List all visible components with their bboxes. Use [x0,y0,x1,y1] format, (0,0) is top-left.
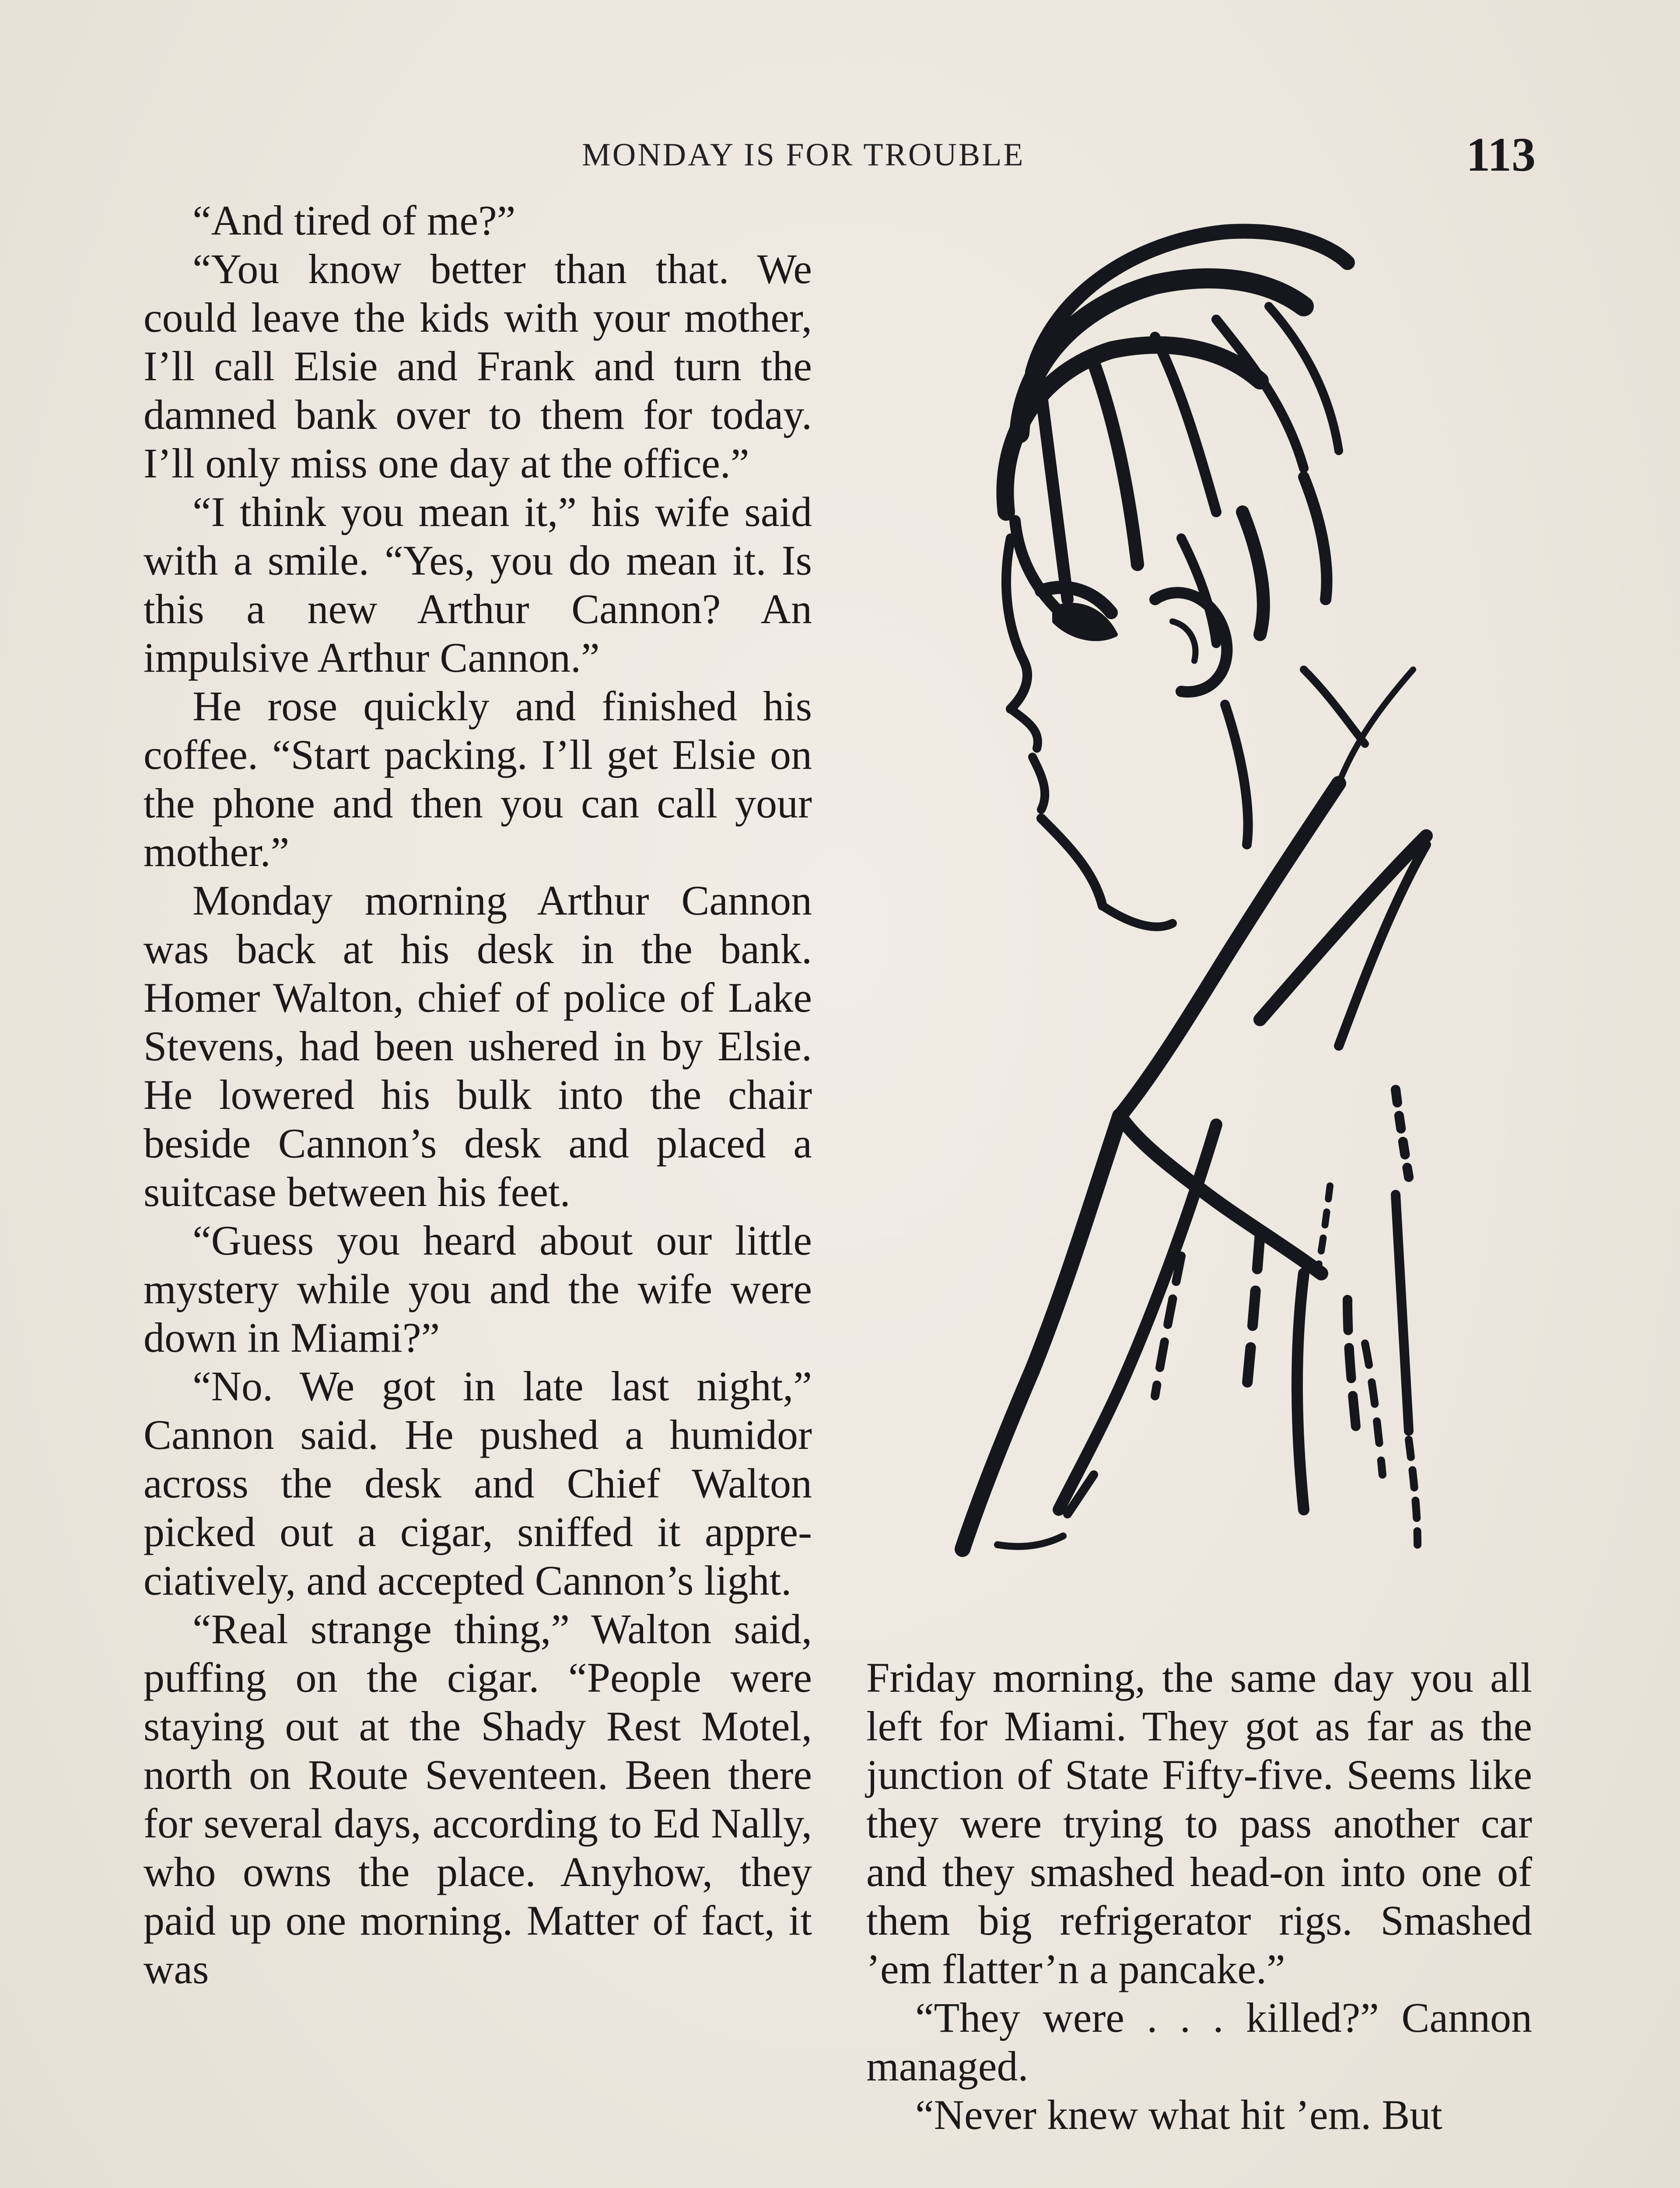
paragraph: “You know better than that. We could leave the kids with your mother, I’ll call Elsie and Frank and turn the damned bank over to them for today. I’ll only miss one day at the office.” [144,245,812,487]
left-text-column [144,196,812,1993]
page-number: 113 [1466,128,1536,181]
paragraph-text: “I think you mean it,” his wife said with a smile. “Yes, you do mean it. Is this a new Arthur Cannon? An impulsive Arthur Cannon.” [144,488,812,681]
paragraph [144,487,812,682]
right-text-column [866,1653,1532,2139]
paragraph: “Guess you heard about our little mystery while you and the wife were down in Miami?” [144,1217,812,1361]
running-title: MONDAY IS FOR TROUBLE [582,137,1025,173]
paragraph: Friday morning, the same day you all left for Miami. They got as far as the junction of State Fifty-five. Seems like they were trying to pass another car and they smashed head-on into one of them big refrigerator rigs. Smashed ’em flatter’n a pancake.” [866,1654,1532,1992]
paragraph: “They were . . . killed?” Cannon managed. [866,1994,1532,2090]
paragraph: “Never knew what hit ’em. But [915,2091,1442,2138]
ink-sketch-illustration [910,206,1501,1584]
paragraph: “No. We got in late last night,” Cannon said. He pushed a humidor across the desk and Chief Walton picked out a cigar, sniffed it appreciatively, and accepted Cannon’s light. [144,1363,812,1604]
paragraph: He rose quickly and finished his coffee. “Start packing. I’ll get Elsie on the phone and then you can call your mother.” [144,683,812,875]
paragraph: “Real strange thing,” Walton said, puffing on the cigar. “People were staying out at the Shady Rest Motel, north on Route Seventeen. Been there for several days, according to Ed Nally, who owns the place. Anyhow, they paid up one morning. Matter of fact, it was [144,1606,812,1992]
paragraph: “And tired of me?” [192,197,516,244]
paragraph: Monday morning Arthur Cannon was back at his desk in the bank. Homer Walton, chief of police of Lake Stevens, had been ushered in by Elsie. He lowered his bulk into the chair beside Cannon’s desk and placed a suitcase between his feet. [144,877,812,1215]
